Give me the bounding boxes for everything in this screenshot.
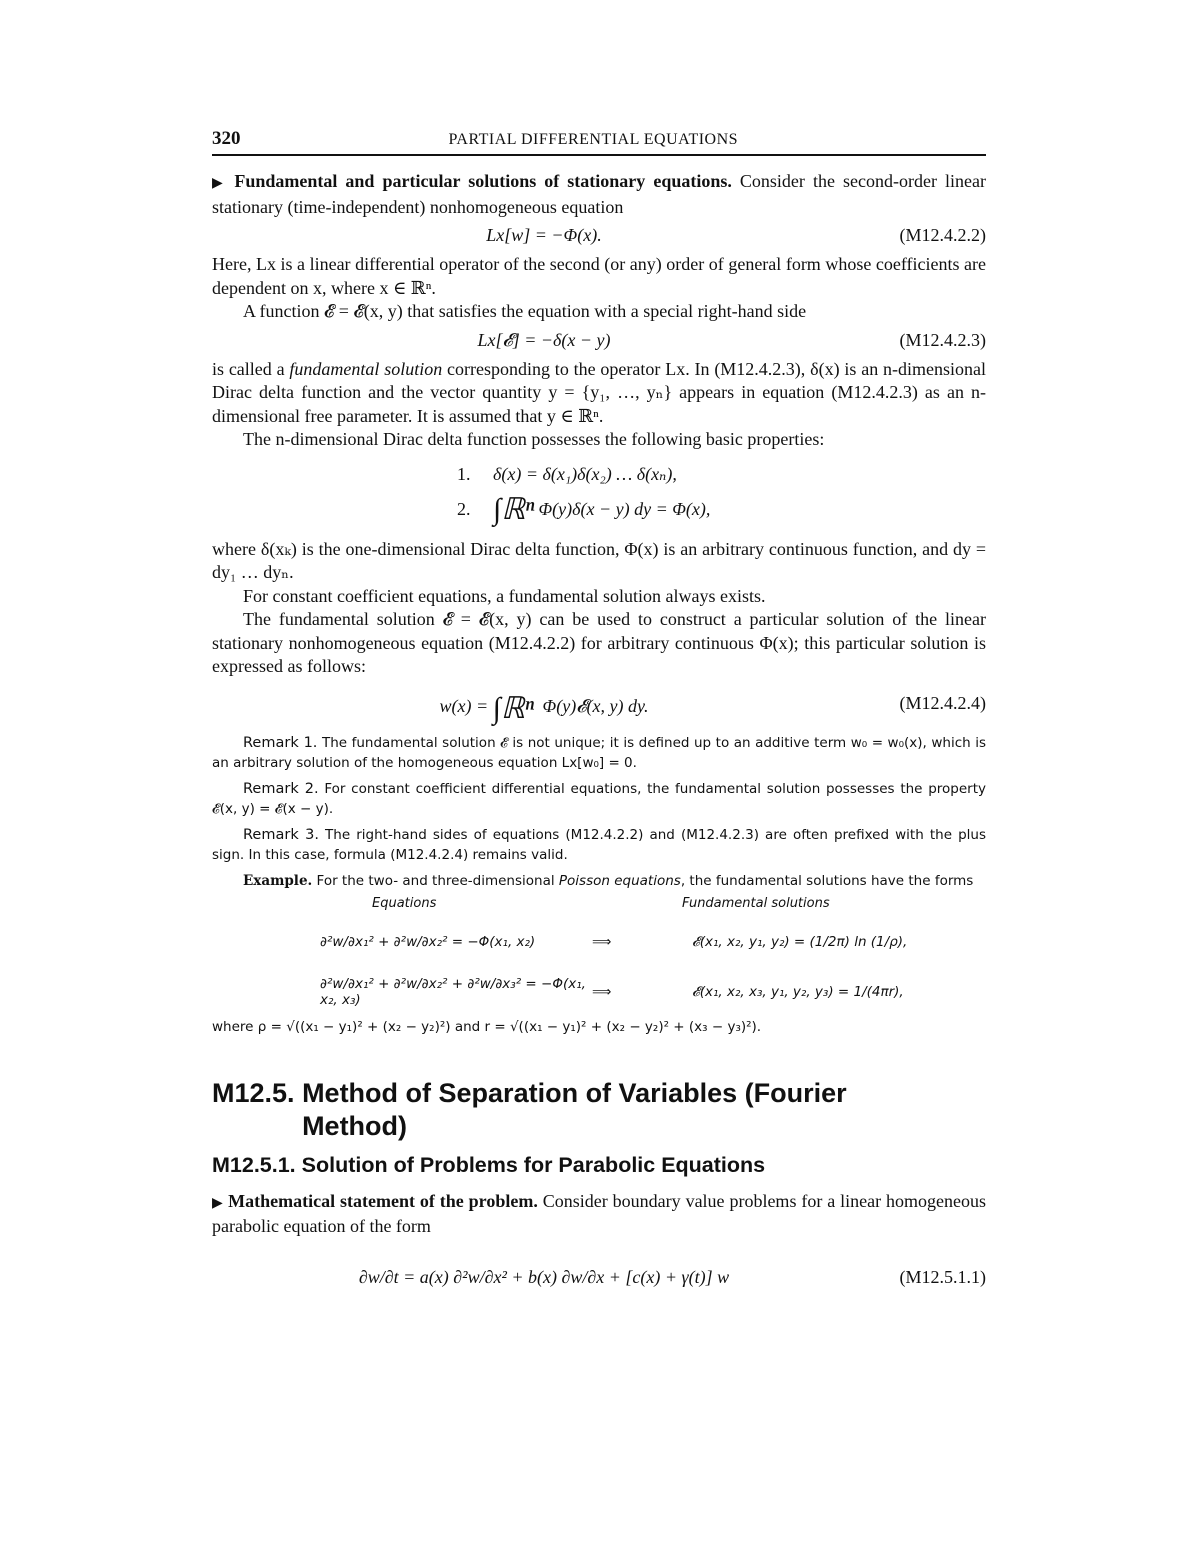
remark-1 [212, 733, 986, 773]
remark-text: The fundamental solution 𝓔 is not unique; it is defined up to an additive term w₀ = w₀(x), which is an arbitrary solution of the homogeneous equation Lx[w₀] = 0. [212, 734, 986, 771]
remark-label: Remark 2. [243, 780, 319, 797]
integral-sign: ∫ℝⁿ [492, 691, 535, 725]
poisson-2d-solution: 𝓔(x₁, x₂, y₁, y₂) = (1/2π) ln (1/ρ), [692, 933, 908, 950]
column-equations: Equations [372, 896, 437, 911]
text-run: , the fundamental solutions have the forms [680, 872, 974, 889]
triangle-bullet-icon: ▶ [212, 1195, 224, 1211]
poisson-2d-equation: ∂²w/∂x₁² + ∂²w/∂x₂² = −Φ(x₁, x₂) [320, 933, 536, 950]
term-poisson-equations: Poisson equations [558, 872, 681, 889]
running-title: PARTIAL DIFFERENTIAL EQUATIONS [448, 131, 739, 148]
property-1 [212, 460, 986, 490]
intro-text: Consider the second-order linear stationary (time-independent) nonhomogeneous equation [212, 171, 986, 217]
paragraph: The fundamental solution 𝓔 = 𝓔(x, y) can be used to construct a particular solution of the linear stationary nonhomogeneous equation (M12.4.2.2) for arbitrary continuous Φ(x); this particular solution is expressed as follows: [212, 609, 986, 676]
section-number: M12.5. [212, 1077, 295, 1108]
equation-m12-5-1-1 [212, 1249, 986, 1311]
text-run: For the two- and three-dimensional [316, 872, 559, 889]
text-run: is called a [212, 358, 290, 379]
text-run: corresponding to the operator Lx. In (M12.4.2.3), δ(x) is an n-dimensional Dirac delta function and the vector quantity y = {y₁, …, yₙ} appears in equation (M12.4.2.3) as an n-dimensional free parameter. It is assumed that y ∈ ℝⁿ. [212, 358, 986, 426]
equation-body: Lx[𝓔] = −δ(x − y) [477, 329, 611, 350]
remark-text: For constant coefficient differential equations, the fundamental solution possesses the property 𝓔(x, y) = 𝓔(x − y). [212, 780, 986, 817]
implies-arrow: ⟹ [592, 983, 612, 1000]
term-fundamental-solution: fundamental solution [289, 358, 443, 379]
paragraph: Here, Lx is a linear differential operator of the second (or any) order of general form whose coefficients are dependent on x, where x ∈ ℝⁿ. [212, 254, 986, 298]
remark-label: Remark 3. [243, 826, 319, 843]
triangle-bullet-icon: ▶ [212, 176, 227, 191]
equation-m12-4-2-2 [212, 219, 986, 253]
equation-body [212, 691, 876, 726]
equation-number: (M12.5.1.1) [899, 1266, 986, 1287]
remark-text: The right-hand sides of equations (M12.4.2.2) and (M12.4.2.3) are often prefixed with the plus sign. In this case, formula (M12.4.2.4) remains valid. [212, 826, 986, 863]
page [212, 128, 986, 1311]
subsection-lead: Mathematical statement of the problem. [228, 1190, 538, 1211]
remark-label: Remark 1. [243, 734, 318, 751]
equation-number: (M12.4.2.4) [899, 692, 986, 713]
intro-text: Consider boundary value problems for a linear homogeneous parabolic equation of the form [212, 1190, 987, 1236]
page-number: 320 [212, 128, 241, 149]
subsection-intro [212, 1190, 986, 1239]
implies-arrow: ⟹ [592, 933, 612, 950]
example-row-2d [212, 917, 986, 967]
page-header [212, 128, 986, 156]
item-number: 1. [457, 464, 471, 484]
section-heading [212, 1077, 986, 1143]
equation-number: (M12.4.2.3) [899, 329, 986, 350]
subsection-heading: M12.5.1. Solution of Problems for Parabolic Equations [212, 1152, 766, 1177]
example-intro [212, 871, 986, 891]
example-label: Example. [243, 872, 313, 889]
section-title: Method of Separation of Variables (Fourier Method) [302, 1077, 847, 1141]
equation-m12-4-2-3 [212, 324, 986, 358]
equation-body: Lx[w] = −Φ(x). [486, 225, 602, 245]
example-column-headers [212, 891, 986, 917]
poisson-3d-equation: ∂²w/∂x₁² + ∂²w/∂x₂² + ∂²w/∂x₃² = −Φ(x₁, x₂, x₃) [320, 975, 586, 1008]
item-number: 2. [457, 499, 471, 519]
integral-sign: ∫ℝⁿ [493, 493, 535, 526]
paragraph [212, 358, 986, 429]
equation-body: ∂w/∂t = a(x) ∂²w/∂x² + b(x) ∂w/∂x + [c(x) + γ(t)] w [358, 1266, 730, 1287]
paragraph: where δ(xₖ) is the one-dimensional Dirac delta function, Φ(x) is an arbitrary continuous function, and dy = dy₁ … dyₙ. [212, 538, 986, 582]
item-formula: Φ(y)δ(x − y) dy = Φ(x), [538, 499, 711, 519]
section-lead: Fundamental and particular solutions of stationary equations. [234, 171, 732, 191]
section-intro [212, 170, 986, 219]
item-formula: δ(x) = δ(x₁)δ(x₂) … δ(xₙ), [493, 464, 677, 484]
paragraph: A function 𝓔 = 𝓔(x, y) that satisfies the equation with a special right-hand side [243, 301, 807, 321]
equation-m12-4-2-4 [212, 679, 986, 729]
paragraph: The n-dimensional Dirac delta function possesses the following basic properties: [243, 429, 825, 449]
poisson-3d-solution: 𝓔(x₁, x₂, x₃, y₁, y₂, y₃) = 1/(4πr), [692, 983, 904, 1000]
remark-3 [212, 825, 986, 865]
column-solutions: Fundamental solutions [682, 896, 830, 911]
equation-rhs: Φ(y)𝓔(x, y) dy. [542, 695, 649, 716]
property-2 [212, 490, 986, 530]
equation-number: (M12.4.2.2) [899, 225, 986, 245]
example-where: where ρ = √((x₁ − y₁)² + (x₂ − y₂)²) and r = √((x₁ − y₁)² + (x₂ − y₂)² + (x₃ − y₃)²). [212, 1018, 762, 1035]
example-row-3d [212, 967, 986, 1017]
paragraph: For constant coefficient equations, a fundamental solution always exists. [243, 585, 766, 606]
equation-lhs: w(x) = [439, 695, 489, 716]
remark-2 [212, 779, 986, 819]
